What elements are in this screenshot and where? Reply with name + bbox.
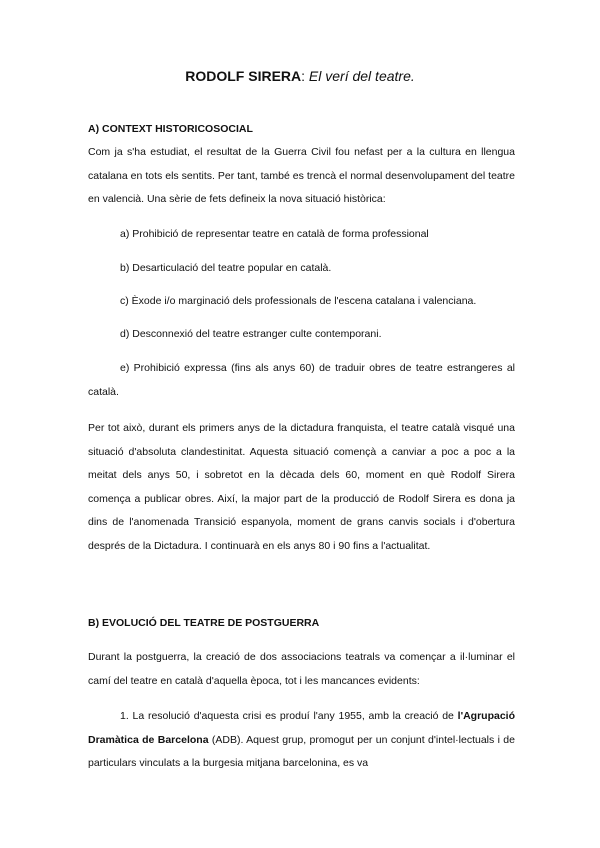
list-item-a: a) Prohibició de representar teatre en català de forma professional — [120, 228, 429, 240]
section-b-heading: B) EVOLUCIÓ DEL TEATRE DE POSTGUERRA — [88, 617, 320, 629]
list-item-d: d) Desconnexió del teatre estranger culte contemporani. — [120, 328, 382, 340]
document-title — [0, 68, 600, 84]
title-work: El verí del teatre. — [305, 68, 415, 84]
title-separator: : — [301, 68, 306, 84]
section-a-heading: A) CONTEXT HISTORICOSOCIAL — [88, 123, 253, 135]
list-item-e: e) Prohibició expressa (fins als anys 60) de traduir obres de teatre estrangeres al català. — [88, 362, 515, 398]
list-item-b: b) Desarticulació del teatre popular en català. — [120, 262, 332, 274]
section-b-item-1 — [88, 705, 515, 776]
section-b-intro: Durant la postguerra, la creació de dos associacions teatrals va començar a il·luminar el camí del teatre en català d'aquella època, tot i les mancances evidents: — [88, 651, 515, 687]
item1-end: (ADB). Aquest grup, promogut per un conjunt d'intel·lectuals i de particulars vinculats a la burgesia mitjana barcelonina, es va — [88, 733, 515, 770]
item1-bold: l'Agrupació Dramàtica de Barcelona — [88, 710, 515, 746]
title-author: RODOLF SIRERA — [185, 68, 302, 84]
list-item-c: c) Èxode i/o marginació dels professionals de l'escena catalana i valenciana. — [120, 295, 477, 307]
section-a-conclusion: Per tot això, durant els primers anys de la dictadura franquista, el teatre català visqué una situació d'absoluta clandestinitat. Aquesta situació començà a canviar a poc a poc a la meitat dels anys 50, i sobretot en la dècada dels 60, moment en què Rodolf Sirera comença a publicar obres. Així, la major part de la producció de Rodolf Sirera es dona ja dins de l'anomenada Transició espanyola, moment de grans canvis socials i d'obertura després de la Dictadura. I continuarà en els anys 80 i 90 fins a l'actualitat. — [88, 422, 515, 552]
section-a-intro: Com ja s'ha estudiat, el resultat de la Guerra Civil fou nefast per a la cultura en llengua catalana en tots els sentits. Per tant, també es trencà el normal desenvolupament del teatre en valencià. Una sèrie de fets defineix la nova situació històrica: — [88, 146, 515, 206]
item1-start: 1. La resolució d'aquesta crisi es produí l'any 1955, amb la creació de — [120, 710, 458, 722]
